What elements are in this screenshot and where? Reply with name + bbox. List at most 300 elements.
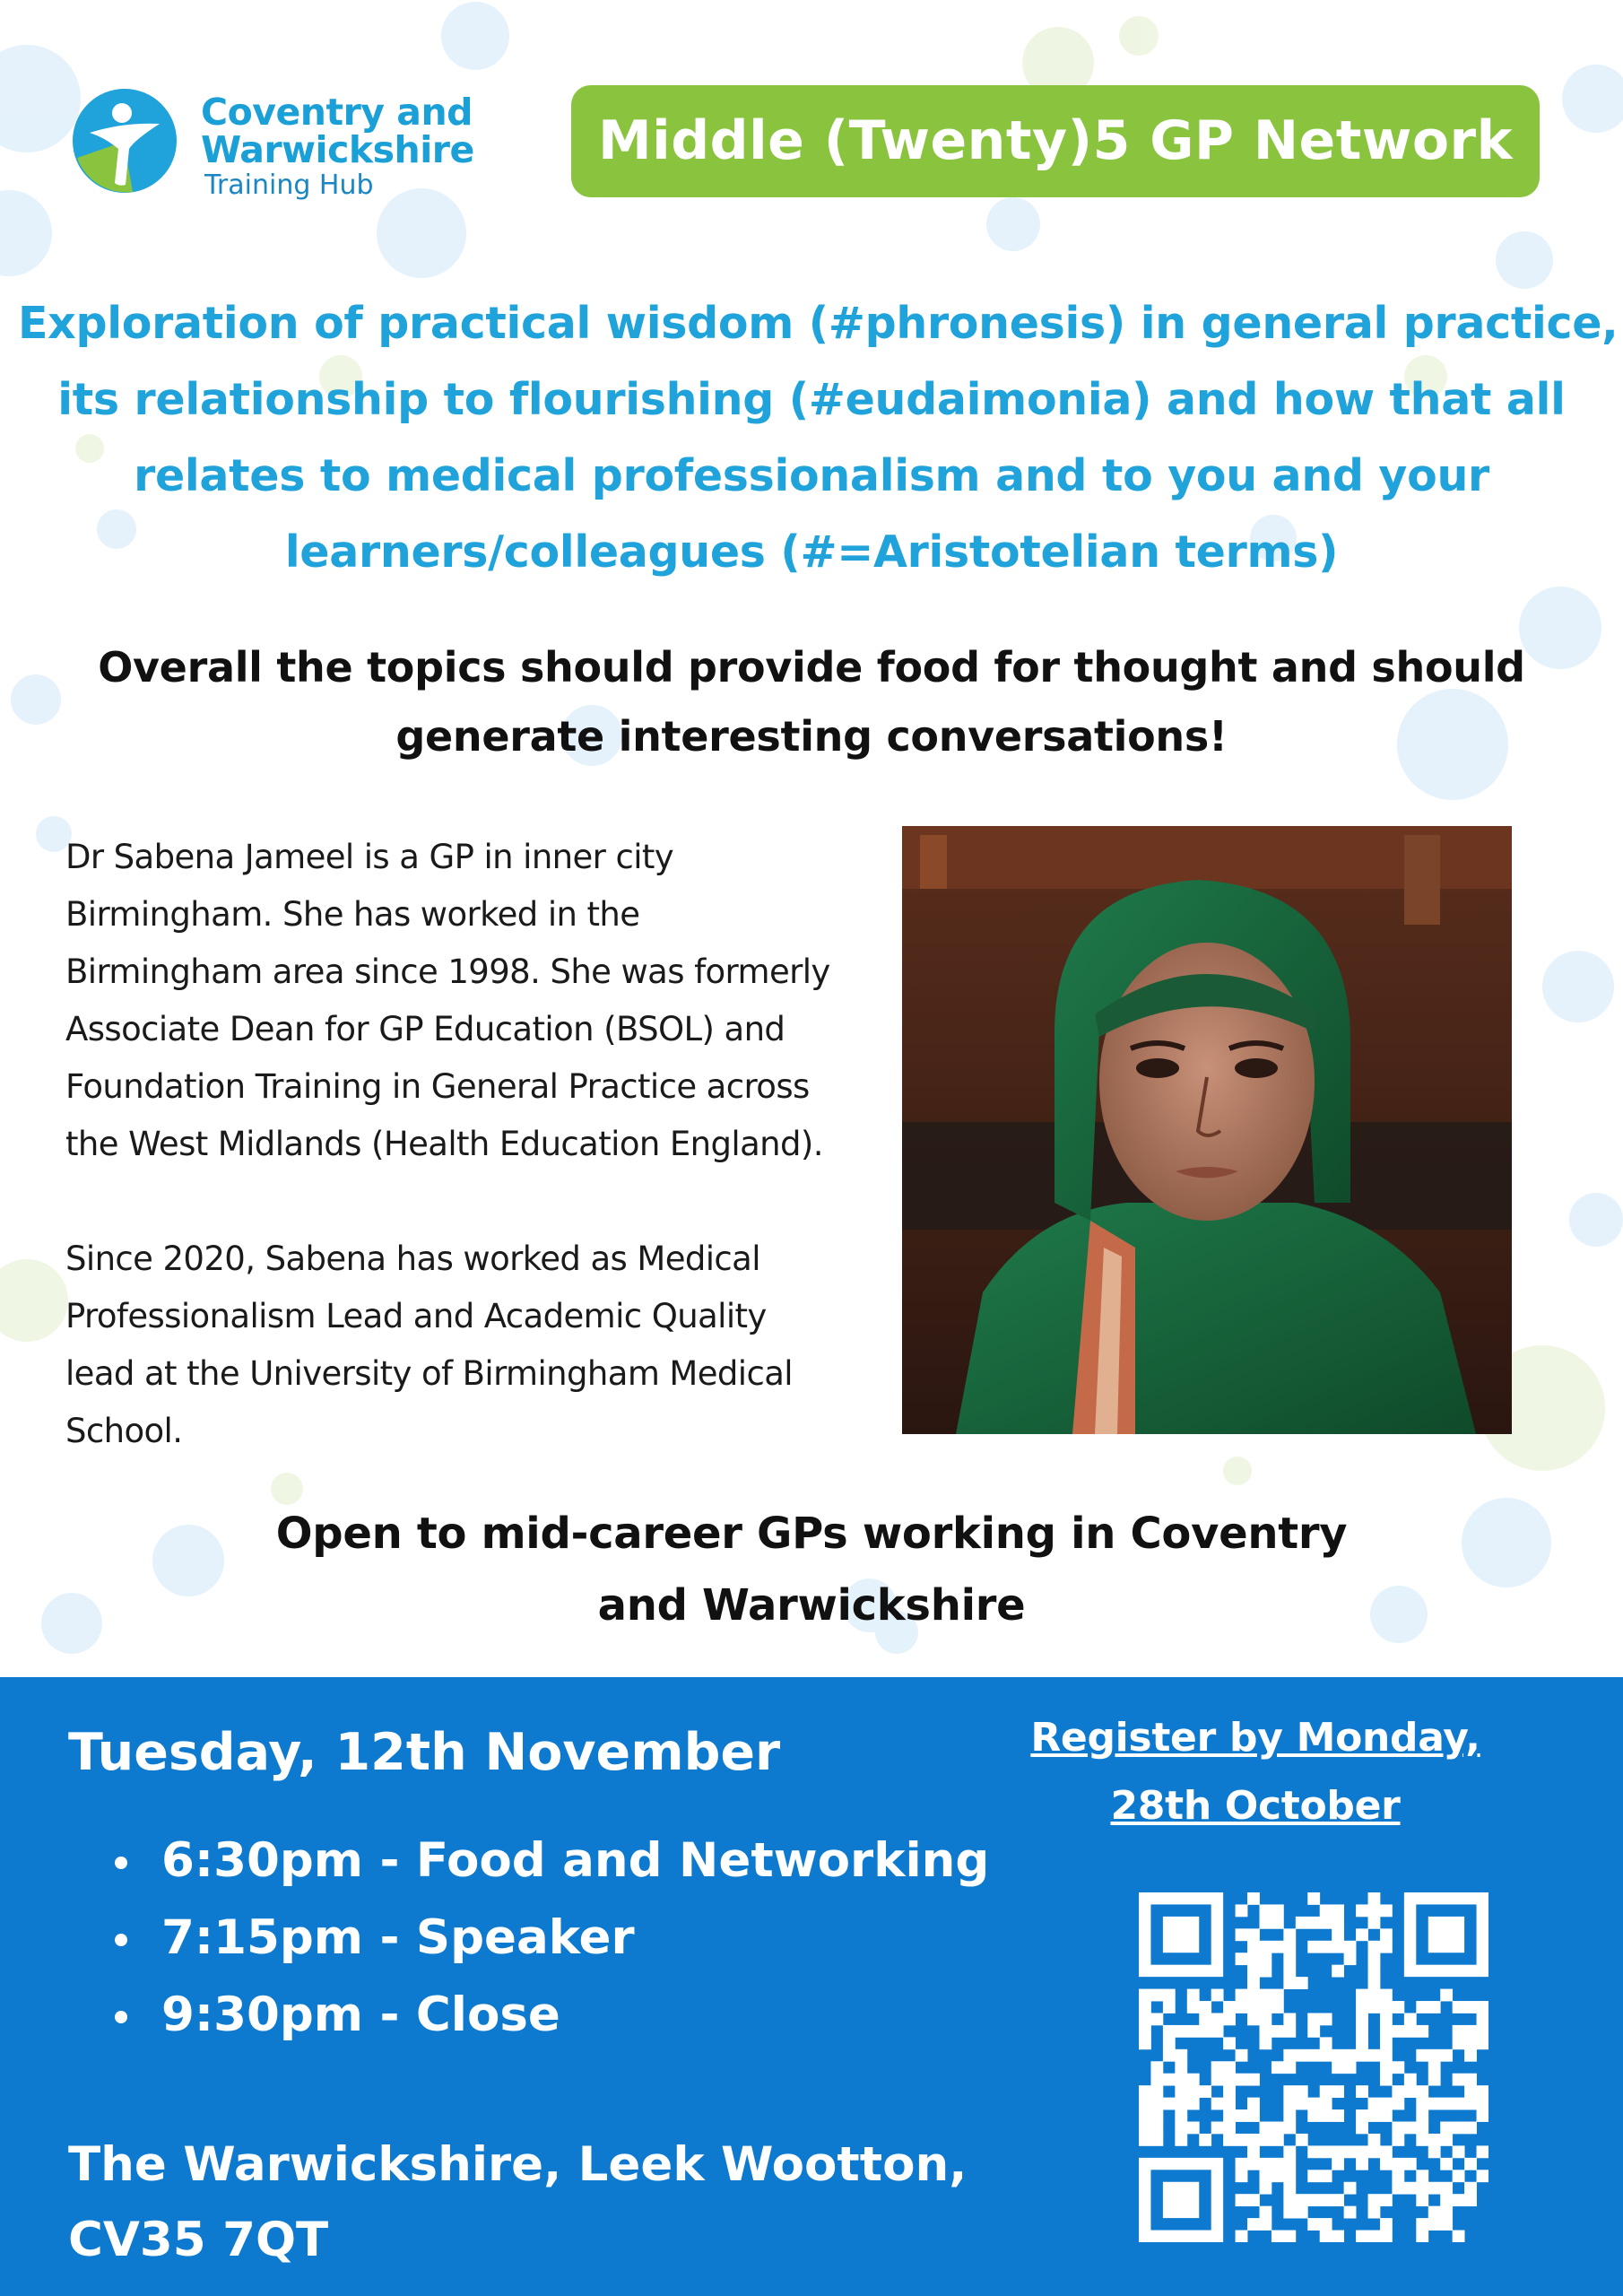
qr-module [1236, 2109, 1248, 2122]
qr-module [1368, 1917, 1381, 1929]
qr-module [1259, 1941, 1271, 1953]
qr-module [1271, 2158, 1284, 2170]
qr-module [1283, 2122, 1296, 2135]
qr-module [1356, 2025, 1368, 2038]
qr-module [1392, 2182, 1404, 2195]
qr-module [1139, 1989, 1151, 2002]
qr-module [1320, 1904, 1332, 1917]
qr-module [1320, 2085, 1332, 2098]
register-line[interactable]: 28th October [1110, 1783, 1401, 1829]
qr-module [1271, 1989, 1284, 2002]
qr-module [1477, 2170, 1488, 2182]
qr-module [1199, 2085, 1211, 2098]
qr-module [1187, 1989, 1200, 2002]
qr-module [1307, 2098, 1320, 2110]
qr-module [1380, 2218, 1393, 2231]
qr-module [1380, 1904, 1393, 1917]
qr-module [1320, 2145, 1332, 2158]
qr-module [1163, 2025, 1176, 2038]
qr-module [1416, 2231, 1428, 2242]
qr-module [1477, 2037, 1488, 2049]
bio-line: Birmingham. She has worked in the [65, 895, 640, 934]
qr-module [1296, 2134, 1308, 2146]
qr-module [1236, 1928, 1248, 1941]
qr-module [1223, 2074, 1236, 2086]
qr-module [1464, 2025, 1477, 2038]
qr-module [1175, 2025, 1187, 2038]
qr-module [1404, 2013, 1417, 2025]
qr-module [1247, 1965, 1260, 1978]
qr-module [1139, 2098, 1151, 2110]
qr-module [1464, 2098, 1477, 2110]
qr-module [1271, 1941, 1284, 1953]
qr-module [1368, 1977, 1381, 1989]
qr-module [1283, 2194, 1296, 2206]
qr-module [1368, 2109, 1381, 2122]
qr-module [1392, 2158, 1404, 2170]
qr-module [1380, 2231, 1393, 2242]
qr-module [1404, 2074, 1417, 2086]
qr-module [1307, 1892, 1320, 1905]
qr-module [1139, 2001, 1151, 2013]
qr-module [1380, 2049, 1393, 2062]
qr-module [1332, 2061, 1344, 2074]
qr-module [1392, 2025, 1404, 2038]
qr-module [1259, 2001, 1271, 2013]
qr-module [1344, 2206, 1357, 2219]
qr-module [1440, 2194, 1453, 2206]
qr-module [1259, 2025, 1271, 2038]
qr-module [1163, 2098, 1176, 2110]
qr-module [1320, 2037, 1332, 2049]
qr-module [1464, 2049, 1477, 2062]
event-venue [68, 2127, 967, 2278]
headline-line: relates to medical professionalism and to you and your [134, 450, 1489, 501]
qr-module [1223, 2037, 1236, 2049]
qr-module [1150, 2134, 1163, 2146]
qr-module [1211, 2074, 1224, 2086]
qr-module [1477, 2109, 1488, 2122]
qr-module [1332, 1941, 1344, 1953]
qr-module [1259, 2013, 1271, 2025]
network-title-banner: Middle (Twenty)5 GP Network [571, 85, 1540, 197]
bio-line: Since 2020, Sabena has worked as Medical [65, 1239, 760, 1278]
qr-module [1283, 1965, 1296, 1978]
qr-module [1428, 2134, 1441, 2146]
qr-module [1283, 2098, 1296, 2110]
qr-module [1283, 2085, 1296, 2098]
qr-module [1187, 2025, 1200, 2038]
bio-line: the West Midlands (Health Education England). [65, 1125, 823, 1163]
qr-module [1344, 2049, 1357, 2062]
qr-module [1428, 2049, 1441, 2062]
qr-module [1236, 2134, 1248, 2146]
qr-module [1163, 2074, 1176, 2086]
qr-module [1223, 2098, 1236, 2110]
speaker-photo [902, 826, 1512, 1434]
qr-module [1404, 2085, 1417, 2098]
qr-module [1440, 1989, 1453, 2002]
qr-module [1150, 2098, 1163, 2110]
qr-finder-inner [1163, 1917, 1199, 1952]
schedule-item: 6:30pm - Food and Networking [109, 1822, 989, 1900]
tagline-line: Overall the topics should provide food for thought and should [98, 643, 1525, 691]
qr-module [1283, 1941, 1296, 1953]
qr-module [1307, 1941, 1320, 1953]
qr-module [1163, 2037, 1176, 2049]
qr-module [1416, 2170, 1428, 2182]
qr-module [1271, 2170, 1284, 2182]
qr-module [1283, 2025, 1296, 2038]
qr-module [1380, 1989, 1393, 2002]
qr-module [1453, 2231, 1465, 2242]
qr-module [1307, 2218, 1320, 2231]
qr-module [1150, 1989, 1163, 2002]
qr-module [1368, 2098, 1381, 2110]
qr-module [1344, 2145, 1357, 2158]
qr-module [1320, 2194, 1332, 2206]
qr-module [1259, 1965, 1271, 1978]
qr-finder-inner [1163, 2182, 1199, 2218]
qr-module [1247, 2194, 1260, 2206]
qr-module [1477, 2025, 1488, 2038]
event-schedule [109, 1822, 989, 2054]
qr-module [1199, 2001, 1211, 2013]
qr-module [1404, 2182, 1417, 2195]
qr-module [1368, 2231, 1381, 2242]
qr-module [1428, 2061, 1441, 2074]
qr-module [1464, 2158, 1477, 2170]
qr-module [1416, 2109, 1428, 2122]
qr-module [1175, 2122, 1187, 2135]
qr-module [1368, 1989, 1381, 2002]
qr-module [1211, 2061, 1224, 2074]
qr-module [1320, 2013, 1332, 2025]
qr-module [1332, 2158, 1344, 2170]
qr-module [1380, 2025, 1393, 2038]
qr-module [1211, 1989, 1224, 2002]
qr-module [1247, 1941, 1260, 1953]
qr-module [1464, 2085, 1477, 2098]
event-date: Tuesday, 12th November [68, 1723, 781, 1782]
qr-module [1416, 2085, 1428, 2098]
qr-module [1332, 2085, 1344, 2098]
qr-module [1453, 2074, 1465, 2086]
bio-paragraph-1 [65, 829, 926, 1173]
qr-module [1368, 2194, 1381, 2206]
qr-module [1320, 2218, 1332, 2231]
qr-module [1283, 2145, 1296, 2158]
qr-module [1344, 1952, 1357, 1965]
qr-module [1440, 2098, 1453, 2110]
qr-module [1428, 2145, 1441, 2158]
qr-module [1139, 2025, 1151, 2038]
qr-module [1356, 1928, 1368, 1941]
qr-module [1236, 2231, 1248, 2242]
qr-module [1368, 2145, 1381, 2158]
qr-module [1332, 2231, 1344, 2242]
qr-module [1223, 2013, 1236, 2025]
bio-line: School. [65, 1412, 183, 1450]
qr-module [1259, 2037, 1271, 2049]
qr-module [1380, 2074, 1393, 2086]
qr-module [1453, 2145, 1465, 2158]
qr-module [1283, 1952, 1296, 1965]
qr-module [1356, 2085, 1368, 2098]
qr-module [1259, 1917, 1271, 1929]
qr-module [1283, 2170, 1296, 2182]
qr-module [1307, 2145, 1320, 2158]
qr-module [1259, 1952, 1271, 1965]
qr-module [1368, 2049, 1381, 2062]
qr-module [1380, 1941, 1393, 1953]
qr-module [1247, 2145, 1260, 2158]
qr-module [1453, 2170, 1465, 2182]
qr-module [1236, 2001, 1248, 2013]
qr-module [1380, 2194, 1393, 2206]
register-deadline-link[interactable] [1013, 1704, 1497, 1840]
qr-module [1356, 2158, 1368, 2170]
logo-line-3: Training Hub [204, 170, 374, 201]
qr-module [1440, 2122, 1453, 2135]
qr-module [1416, 2001, 1428, 2013]
qr-module [1163, 1989, 1176, 2002]
qr-module [1380, 2037, 1393, 2049]
logo-line-1: Coventry and [201, 91, 473, 134]
qr-module [1440, 2218, 1453, 2231]
qr-module [1368, 1941, 1381, 1953]
qr-module [1283, 1977, 1296, 1989]
event-details-footer [0, 1677, 1623, 2296]
qr-module [1320, 2231, 1332, 2242]
qr-module [1453, 2194, 1465, 2206]
qr-module [1139, 2037, 1151, 2049]
qr-module [1271, 2122, 1284, 2135]
person-figure-logo-icon [70, 86, 179, 196]
qr-module [1356, 2109, 1368, 2122]
qr-module [1139, 2134, 1151, 2146]
qr-module [1175, 2098, 1187, 2110]
bio-line: Dr Sabena Jameel is a GP in inner city [65, 838, 674, 876]
qr-module [1368, 1952, 1381, 1965]
qr-module [1464, 2122, 1477, 2135]
qr-module [1236, 2194, 1248, 2206]
qr-module [1453, 2037, 1465, 2049]
qr-module [1271, 1904, 1284, 1917]
qr-module [1392, 2098, 1404, 2110]
qr-module [1259, 2134, 1271, 2146]
qr-module [1223, 2134, 1236, 2146]
qr-module [1175, 2085, 1187, 2098]
qr-module [1356, 2122, 1368, 2135]
qr-module [1223, 2109, 1236, 2122]
qr-module [1259, 2122, 1271, 2135]
qr-module [1223, 2001, 1236, 2013]
qr-finder-inner [1428, 1917, 1464, 1952]
qr-module [1416, 2122, 1428, 2135]
qr-module [1453, 2001, 1465, 2013]
qr-module [1416, 2049, 1428, 2062]
qr-module [1428, 2001, 1441, 2013]
qr-module [1187, 2074, 1200, 2086]
qr-module [1332, 1917, 1344, 1929]
qr-module [1380, 2098, 1393, 2110]
qr-module [1259, 2206, 1271, 2219]
qr-module [1428, 2098, 1441, 2110]
qr-module [1296, 2098, 1308, 2110]
qr-module [1259, 2182, 1271, 2195]
qr-module [1464, 2037, 1477, 2049]
qr-module [1307, 1917, 1320, 1929]
qr-module [1332, 2194, 1344, 2206]
qr-module [1150, 2122, 1163, 2135]
qr-module [1175, 2049, 1187, 2062]
qr-module [1247, 1977, 1260, 1989]
qr-module [1380, 2061, 1393, 2074]
qr-module [1320, 2098, 1332, 2110]
qr-module [1464, 2194, 1477, 2206]
qr-module [1477, 2013, 1488, 2025]
bio-line: Birmingham area since 1998. She was formerly [65, 952, 830, 991]
speaker-bio [65, 829, 926, 1460]
venue-line: CV35 7QT [68, 2213, 329, 2267]
bio-line: Associate Dean for GP Education (BSOL) and [65, 1010, 785, 1048]
qr-module [1477, 2098, 1488, 2110]
qr-module [1356, 2049, 1368, 2062]
qr-module [1236, 1989, 1248, 2002]
qr-module [1332, 1904, 1344, 1917]
qr-module [1259, 2158, 1271, 2170]
qr-module [1320, 1917, 1332, 1929]
qr-module [1283, 2206, 1296, 2219]
qr-module [1247, 2001, 1260, 2013]
qr-module [1296, 2206, 1308, 2219]
qr-module [1247, 1952, 1260, 1965]
tagline [54, 633, 1569, 771]
qr-module [1428, 2182, 1441, 2195]
qr-module [1392, 2085, 1404, 2098]
qr-module [1247, 2013, 1260, 2025]
qr-module [1320, 2049, 1332, 2062]
training-hub-logo [70, 86, 491, 203]
qr-module [1163, 2001, 1176, 2013]
audience-line: and Warwickshire [597, 1580, 1026, 1631]
qr-module [1223, 2085, 1236, 2098]
qr-module [1271, 2025, 1284, 2038]
qr-module [1428, 2218, 1441, 2231]
qr-module [1380, 2145, 1393, 2158]
qr-module [1368, 1965, 1381, 1978]
qr-module [1150, 2061, 1163, 2074]
qr-module [1332, 2109, 1344, 2122]
qr-module [1332, 1965, 1344, 1978]
qr-module [1283, 2049, 1296, 2062]
headline-line: its relationship to flourishing (#eudaimonia) and how that all [57, 374, 1566, 425]
qr-module [1247, 2218, 1260, 2231]
qr-module [1271, 2001, 1284, 2013]
qr-module [1199, 2025, 1211, 2038]
qr-module [1380, 2013, 1393, 2025]
qr-module [1356, 2037, 1368, 2049]
qr-module [1163, 2049, 1176, 2062]
qr-module [1453, 2122, 1465, 2135]
qr-module [1236, 1904, 1248, 1917]
qr-module [1259, 2218, 1271, 2231]
qr-module [1271, 1917, 1284, 1929]
qr-module [1271, 2061, 1284, 2074]
qr-module [1332, 1928, 1344, 1941]
qr-module [1211, 2025, 1224, 2038]
qr-module [1223, 2122, 1236, 2135]
qr-module [1259, 1904, 1271, 1917]
qr-module [1199, 2013, 1211, 2025]
qr-module [1332, 2145, 1344, 2158]
qr-module [1368, 1892, 1381, 1905]
qr-module [1236, 2170, 1248, 2182]
qr-module [1247, 1989, 1260, 2002]
qr-module [1380, 2158, 1393, 2170]
qr-module [1344, 1941, 1357, 1953]
qr-module [1150, 2074, 1163, 2086]
qr-module [1380, 2109, 1393, 2122]
qr-module [1392, 2134, 1404, 2146]
qr-module [1283, 2231, 1296, 2242]
audience-line: Open to mid-career GPs working in Coventry [275, 1509, 1348, 1559]
qr-module [1236, 2049, 1248, 2062]
event-headline [18, 285, 1619, 590]
qr-module [1332, 2049, 1344, 2062]
qr-module [1187, 2001, 1200, 2013]
qr-module [1187, 2122, 1200, 2135]
qr-module [1440, 2158, 1453, 2170]
qr-module [1392, 2061, 1404, 2074]
qr-module [1453, 2098, 1465, 2110]
bio-line: Foundation Training in General Practice across [65, 1067, 810, 1106]
qr-module [1307, 2025, 1320, 2038]
qr-module [1175, 2074, 1187, 2086]
qr-module [1320, 1941, 1332, 1953]
qr-module [1404, 2122, 1417, 2135]
qr-module [1139, 2122, 1151, 2135]
headline-line: Exploration of practical wisdom (#phronesis) in general practice, [18, 298, 1619, 349]
qr-module [1416, 2194, 1428, 2206]
qr-module [1428, 2074, 1441, 2086]
qr-module [1307, 2170, 1320, 2182]
qr-module [1440, 2182, 1453, 2195]
qr-module [1236, 2074, 1248, 2086]
logo-wordmark [201, 93, 474, 203]
register-line[interactable]: Register by Monday, [1030, 1715, 1480, 1761]
qr-module [1307, 2013, 1320, 2025]
tagline-line: generate interesting conversations! [395, 712, 1228, 761]
qr-module [1307, 2049, 1320, 2062]
qr-module [1416, 2025, 1428, 2038]
qr-module [1464, 2182, 1477, 2195]
qr-module [1283, 2061, 1296, 2074]
qr-module [1236, 1952, 1248, 1965]
schedule-item: 7:15pm - Speaker [109, 1900, 989, 1977]
qr-module [1296, 1977, 1308, 1989]
qr-module [1416, 2218, 1428, 2231]
qr-module [1175, 2134, 1187, 2146]
qr-module [1307, 2194, 1320, 2206]
qr-module [1259, 2170, 1271, 2182]
qr-module [1296, 1917, 1308, 1929]
qr-module [1283, 2013, 1296, 2025]
qr-module [1139, 2085, 1151, 2098]
registration-qr-code[interactable] [1139, 1892, 1488, 2242]
qr-module [1283, 1928, 1296, 1941]
